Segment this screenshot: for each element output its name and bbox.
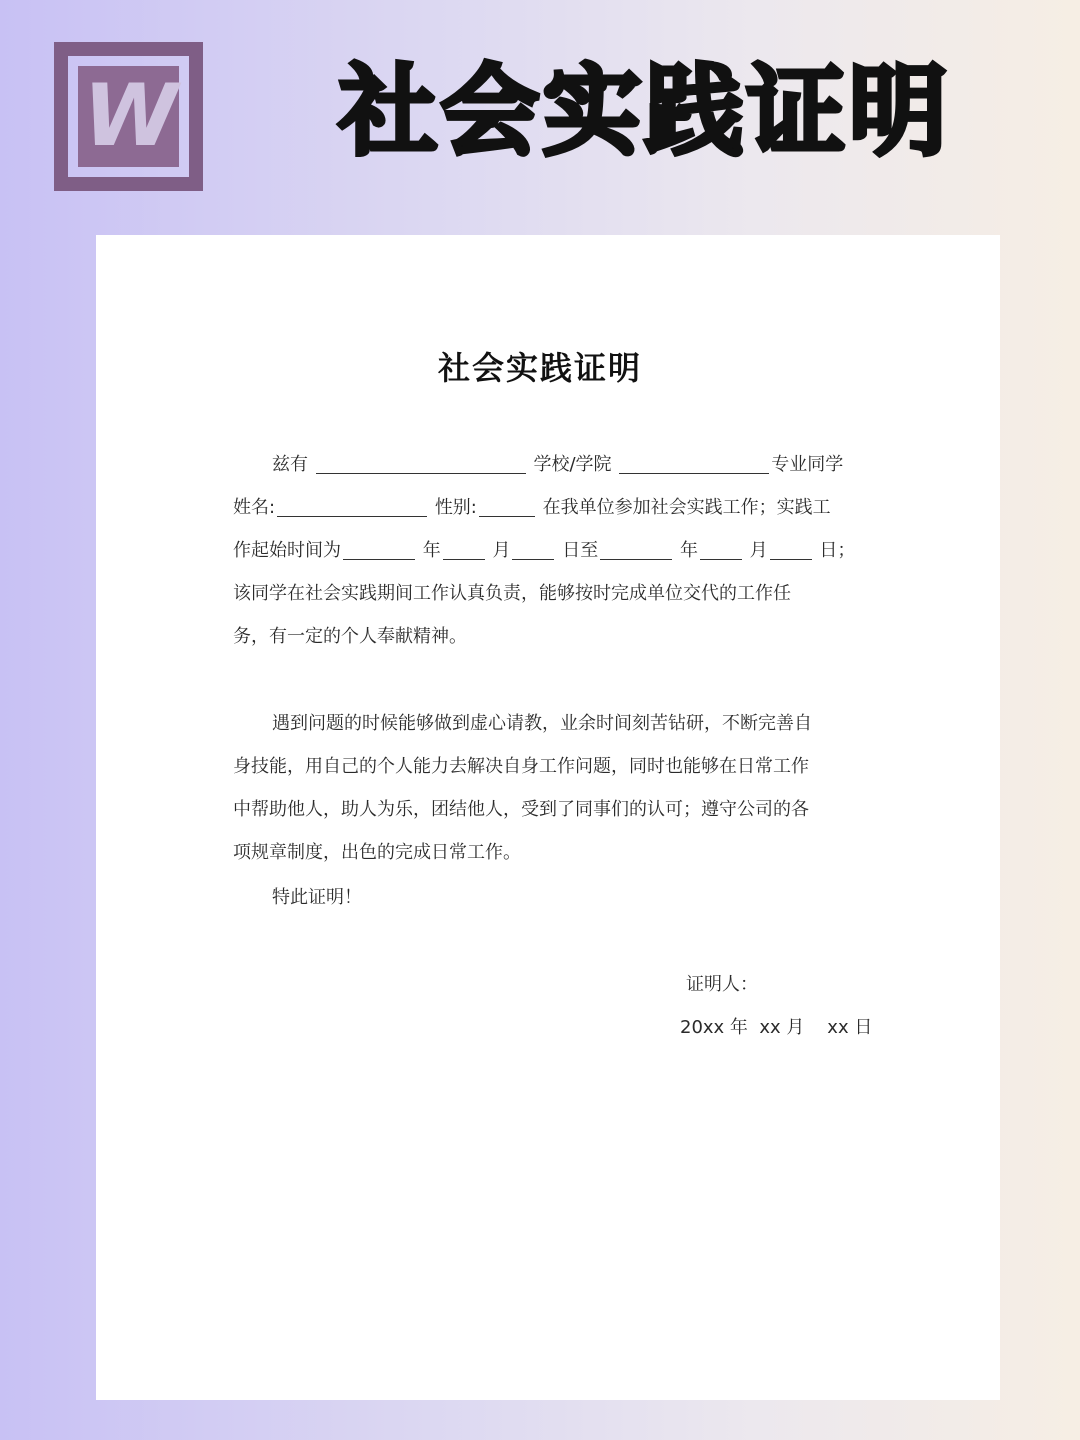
text: 日至 [562,540,599,561]
paragraph-1-line-1 [233,443,863,486]
school-blank [316,455,526,474]
closing-statement: 特此证明！ [272,887,362,908]
word-logo-letter: W [83,66,174,166]
text: 性别: [434,497,477,518]
signer-label: 证明人： [686,974,758,995]
end-month-blank [700,541,742,560]
text: 月 [492,540,511,561]
text: 专业同学 [771,454,844,475]
date-line: 20xx 年 xx 月 xx 日 [680,1017,873,1038]
end-day-blank [770,541,812,560]
start-month-blank [443,541,485,560]
text: 日； [819,540,856,561]
text: 年 [422,540,441,561]
paragraph-2 [233,702,863,874]
start-day-blank [512,541,554,560]
text: 月 [749,540,768,561]
paragraph-2-line-2: 身技能，用自己的个人能力去解决自身工作问题，同时也能够在日常工作 [233,756,809,777]
text: 兹有 [272,454,308,475]
paragraph-1-line-4: 该同学在社会实践期间工作认真负责，能够按时完成单位交代的工作任 [233,583,791,604]
end-year-blank [600,541,672,560]
text: 作起始时间为 [233,540,341,561]
start-year-blank [343,541,415,560]
paragraph-2-line-1: 遇到问题的时候能够做到虚心请教，业余时间刻苦钻研，不断完善自 [272,713,812,734]
text: 年 [679,540,698,561]
major-blank [619,455,769,474]
paragraph-1-line-3 [233,529,863,572]
gender-blank [479,498,535,517]
document-title: 社会实践证明 [437,349,642,387]
text: 姓名: [233,497,276,518]
banner-title: 社会实践证明 [338,55,951,169]
paragraph-2-line-3: 中帮助他人，助人为乐，团结他人，受到了同事们的认可；遵守公司的各 [233,799,809,820]
word-logo-fill [78,66,179,167]
text: 在我单位参加社会实践工作；实践工 [542,497,831,518]
word-logo-icon [54,42,203,191]
paragraph-1-line-5: 务，有一定的个人奉献精神。 [233,626,467,647]
name-blank [277,498,427,517]
paragraph-1 [233,443,863,658]
paragraph-2-line-4: 项规章制度，出色的完成日常工作。 [233,842,521,863]
text: 学校/学院 [533,454,612,475]
paragraph-1-line-2 [233,486,863,529]
